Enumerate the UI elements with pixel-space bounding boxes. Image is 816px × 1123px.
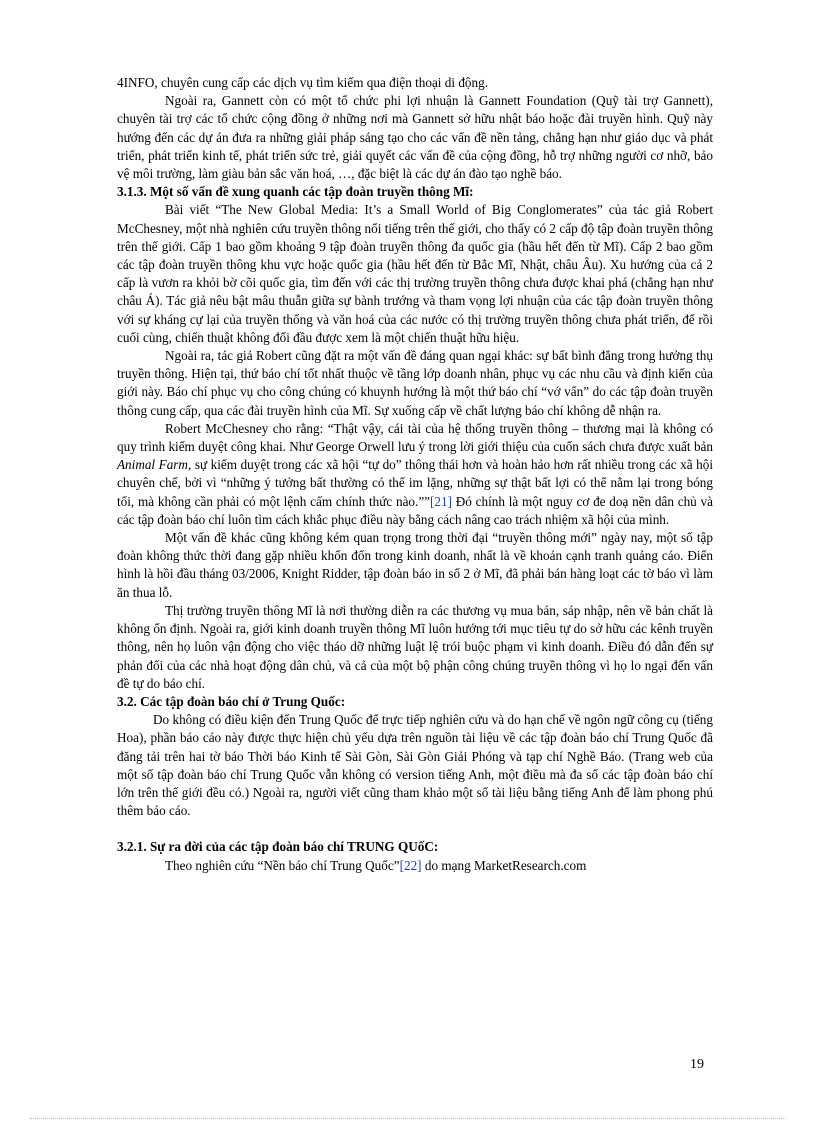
section-heading-3-1-3: 3.1.3. Một số vấn đề xung quanh các tập đoàn truyền thông Mĩ: [117,184,474,200]
paragraph-inequality: Ngoài ra, tác giả Robert cũng đặt ra một vấn đề đáng quan ngại khác: sự bất bình đẳng trong hưởng thụ truyền thông. Hiện tại, thứ báo chí tốt nhất thuộc về tầng lớp doanh nhân, phục vụ các nhu cầu và định kiến của giới này. Báo chí phục vụ cho công chúng có khuynh hướng là một thứ báo chí “vớ vẩn” do các tập đoàn truyền thông cung cấp, qua các đài truyền hình của Mĩ. Sự xuống cấp về chất lượng báo chí không dễ nhận ra. [117,348,713,418]
page-number: 19 [690,1057,704,1072]
paragraph-mcchesney-quote [117,420,713,529]
book-title: Animal Farm [117,457,188,473]
paragraph-new-media: Một vấn đề khác cũng không kém quan trọng trong thời đại “truyền thông mới” ngày nay, một số tập đoàn không thức thời đang gặp nhiều khốn đốn trong kinh doanh, nhất là về khoản cạnh tranh quảng cáo. Điển hình là hồi đầu tháng 03/2006, Knight Ridder, tập đoàn báo in số 2 ở Mĩ, đã phải bán hàng loạt các tờ báo vì làm ăn thua lỗ. [117,530,713,600]
section-heading-3-2-1: 3.2.1. Sự ra đời của các tập đoàn báo chí TRUNG QUốC: [117,839,439,855]
paragraph-research [117,857,713,875]
research-text-b: do mạng MarketResearch.com [421,857,587,873]
quote-text-d: Đó chính là một nguy cơ đe doạ nền dân chủ và các tập đoàn báo chí luôn tìm cách khắc phục điều này bằng cách nâng cao trách nhiệm xã hội của mình. [117,493,713,527]
citation-link-21[interactable]: [21] [430,493,453,509]
paragraph-us-market: Thị trường truyền thông Mĩ là nơi thường diễn ra các thương vụ mua bán, sáp nhập, nên về bản chất là không ổn định. Ngoài ra, giới kinh doanh truyền thông Mĩ luôn hướng tới mục tiêu tự do sở hữu các kênh truyền thông, nên họ luôn vận động cho việc tháo dỡ những luật lệ trói buộc phạm vi kinh doanh. Điều đó dẫn đến sự phản đối của các nhà hoạt động dân chủ, và cả của một bộ phận công chúng truyền thông vì họ lo ngại đến vấn đề tự do báo chí. [117,602,713,691]
quote-text-a: Robert McChesney cho rằng: “Thật vậy, cái tài của hệ thống truyền thông – thương mại là không có quy trình kiểm duyệt công khai. Như George Orwell lưu ý trong lời giới thiệu của cuốn sách chưa được xuất bản [117,420,713,455]
citation-link-22[interactable]: [22] [399,857,422,873]
quote-text-c: , sự kiểm duyệt trong các xã hội “tự do” thông thái hơn và hoàn hảo hơn rất nhiều trong các xã hội chuyên chế, bởi vì “những ý tưởng bất thường có thể im lặng, những sự thật bất lợi có thể nằm lại trong bóng tối, mà không cần phải có một lệnh cấm chính thức nào.”” [117,457,713,509]
spacer [117,820,713,838]
paragraph-continuation: 4INFO, chuyên cung cấp các dịch vụ tìm kiếm qua điện thoại di động. [117,75,488,90]
research-text-a: Theo nghiên cứu “Nền báo chí Trung Quốc” [165,857,400,873]
paragraph-gannett-foundation: Ngoài ra, Gannett còn có một tổ chức phi lợi nhuận là Gannett Foundation (Quỹ tài trợ Gannett), chuyên tài trợ các tổ chức cộng đồng ở những nơi mà Gannett sở hữu nhật báo hoặc đài truyền hình. Quỹ này hướng đến các dự án đưa ra những giải pháp sáng tạo cho các vấn đề nền tảng, chẳng hạn như giáo dục và phát triển, phát triển kinh tế, phát triển sức trẻ, giải quyết các vấn đề của cộng đồng, hỗ trợ những người cơ nhỡ, bảo vệ môi trường, làm giàu bản sắc văn hoá, …, đặc biệt là các dự án đào tạo nghề báo. [117,93,713,182]
paragraph-mcchesney-article: Bài viết “The New Global Media: It’s a Small World of Big Conglomerates” của tác giả Robert McChesney, một nhà nghiên cứu truyền thông nổi tiếng trên thế giới, cho thấy có 2 cấp độ tập đoàn truyền thông trên thế giới. Cấp 1 bao gồm khoảng 9 tập đoàn truyền thông đa quốc gia (hầu hết đến từ Mĩ). Cấp 2 bao gồm các tập đoàn truyền thông khu vực hoặc quốc gia (hầu hết đến từ Bắc Mĩ, Nhật, châu Âu). Xu hướng của cả 2 cấp là vươn ra khỏi bờ cõi quốc gia, tìm đến với các thị trường truyền thông chưa được khai phá (chẳng hạn như châu Á). Tác giả nêu bật mâu thuẫn giữa sự bành trướng và tham vọng lợi nhuận của các tập đoàn truyền thông với sự kháng cự lại của truyền thống và văn hoá của các nước có thị trường truyền thông chưa phát triển, để rồi cuối cùng, chiến thuật không đối đầu được xem là một chiến thuật hữu hiệu. [117,202,713,345]
section-heading-3-2: 3.2. Các tập đoàn báo chí ở Trung Quốc: [117,693,346,709]
document-body [117,74,713,875]
paragraph-china-intro: Do không có điều kiện đến Trung Quốc để trực tiếp nghiên cứu và do hạn chế về ngôn ngữ công cụ (tiếng Hoa), phần báo cáo này được thực hiện chủ yếu dựa trên nguồn tài liệu về các tập đoàn báo chí Trung Quốc đã đăng tải trên hai tờ báo Thời báo Kinh tế Sài Gòn, Sài Gòn Giải Phóng và tạp chí Nghề Báo. (Trang web của một số tập đoàn báo chí Trung Quốc vẫn không có version tiếng Anh, một điều mà đa số các tập đoàn báo chí lớn trên thế giới đều có.) Ngoài ra, người viết cũng tham khảo một số tài liệu bằng tiếng Anh để làm phong phú thêm báo cáo. [117,712,713,819]
page-bottom-rule [30,1118,786,1119]
